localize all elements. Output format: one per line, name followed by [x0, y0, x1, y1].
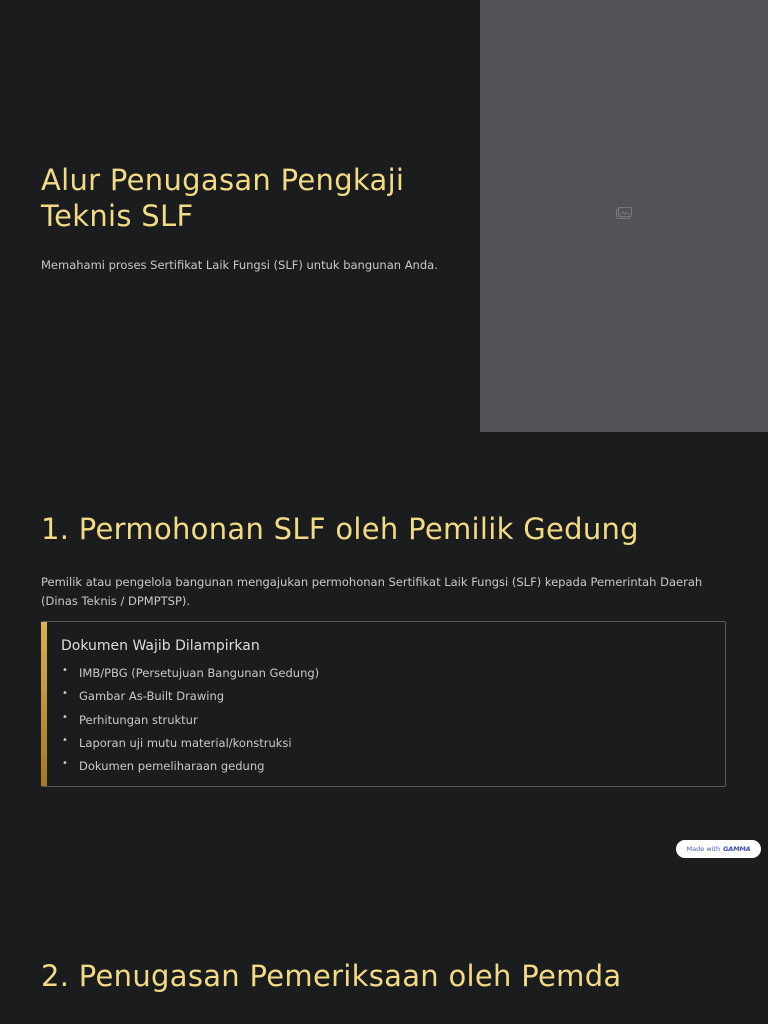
list-item-text: Gambar As-Built Drawing — [79, 689, 225, 704]
list-item-text: Laporan uji mutu material/konstruksi — [79, 735, 292, 750]
list-item — [61, 734, 319, 757]
bullet-icon: • — [62, 665, 68, 676]
list-item — [61, 711, 319, 734]
list-item — [61, 664, 319, 687]
list-item-text: IMB/PBG (Persetujuan Bangunan Gedung) — [79, 666, 320, 680]
bullet-icon: • — [62, 758, 68, 770]
section-2-title: 2. Penugasan Pemeriksaan oleh Pemda — [41, 959, 622, 993]
bullet-icon: • — [62, 734, 68, 746]
section-1-body: Pemilik atau pengelola bangunan mengajukan permohonan Sertifikat Laik Fungsi (SLF) kepada Pemerintah Daerah (Dinas Teknis / DPMPTSP). — [41, 575, 703, 608]
badge-prefix: Made with — [686, 845, 721, 853]
list-item — [61, 757, 319, 780]
required-documents-callout — [41, 621, 726, 787]
image-placeholder-icon — [616, 207, 632, 219]
callout-title: Dokumen Wajib Dilampirkan — [61, 638, 260, 654]
page-subtitle: Memahami proses Sertifikat Laik Fungsi (SLF) untuk bangunan Anda. — [41, 258, 438, 272]
callout-accent-bar — [41, 622, 47, 786]
bullet-icon: • — [62, 688, 68, 700]
made-with-gamma-badge[interactable] — [676, 840, 761, 858]
list-item-text: Dokumen pemeliharaan gedung — [79, 759, 265, 774]
bullet-icon: • — [62, 711, 68, 723]
list-item-text: Perhitungan struktur — [79, 712, 198, 727]
section-1-title: 1. Permohonan SLF oleh Pemilik Gedung — [41, 512, 639, 546]
gamma-logo: GAMMA — [723, 845, 751, 853]
list-item — [61, 687, 319, 710]
required-documents-list — [61, 664, 319, 780]
page-title: Alur Penugasan Pengkaji Teknis SLF — [41, 163, 405, 233]
